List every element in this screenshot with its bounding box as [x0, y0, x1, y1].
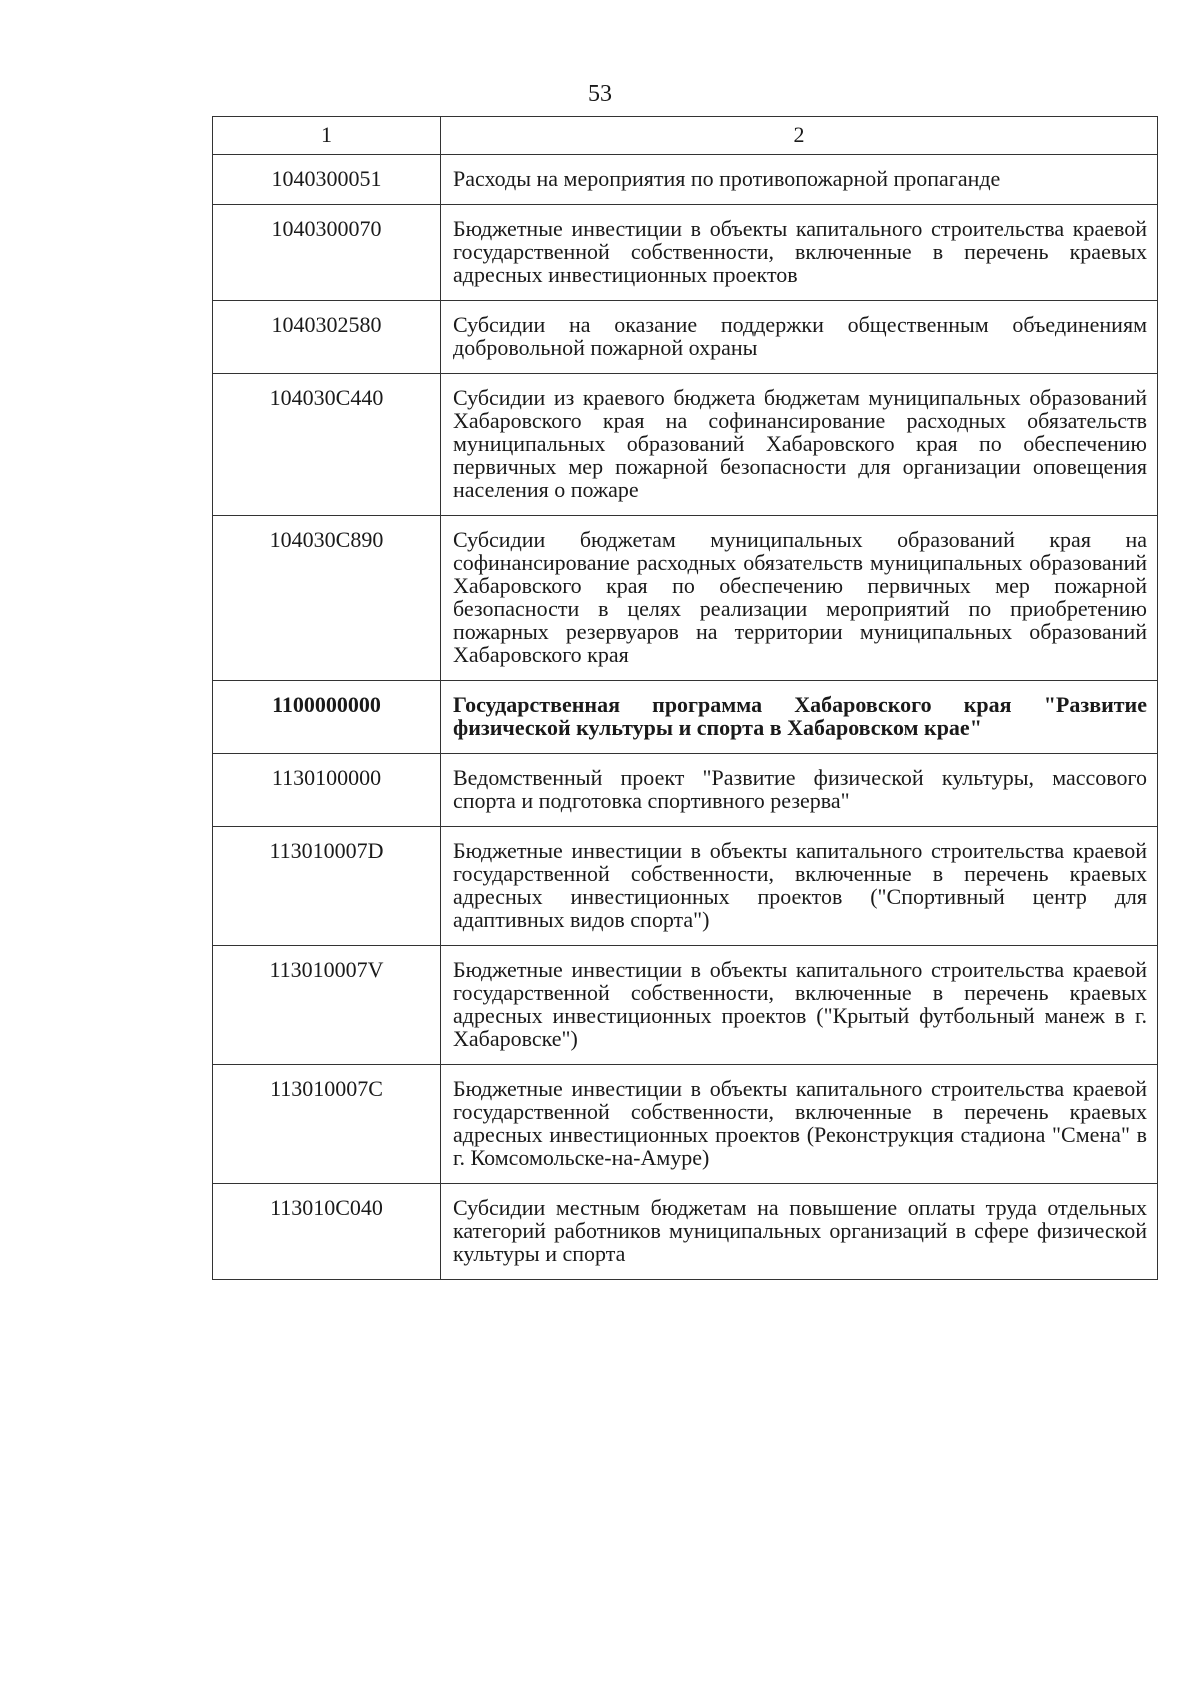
- row-code: 1130100000: [213, 754, 441, 827]
- table-row: [213, 301, 1158, 374]
- row-description: Субсидии на оказание поддержки общественным объединениям добровольной пожарной охраны: [441, 301, 1158, 374]
- table-header-row: [213, 117, 1158, 155]
- budget-codes-table: [212, 116, 1158, 1280]
- row-code: 113010С040: [213, 1184, 441, 1280]
- row-description: Субсидии из краевого бюджета бюджетам муниципальных образований Хабаровского края на софинансирование расходных обязательств муниципальных образований Хабаровского края по обеспечению первичных мер пожарной безопасности для организации оповещения населения о пожаре: [441, 374, 1158, 516]
- row-code: 1040300070: [213, 205, 441, 301]
- row-description: Государственная программа Хабаровского края "Развитие физической культуры и спорта в Хабаровском крае": [441, 681, 1158, 754]
- row-code: 1040302580: [213, 301, 441, 374]
- row-code: 104030С890: [213, 516, 441, 681]
- table-row: [213, 827, 1158, 946]
- row-code: 113010007V: [213, 946, 441, 1065]
- row-description: Ведомственный проект "Развитие физической культуры, массового спорта и подготовка спортивного резерва": [441, 754, 1158, 827]
- row-code: 104030С440: [213, 374, 441, 516]
- table-row: [213, 155, 1158, 205]
- row-description: Бюджетные инвестиции в объекты капитального строительства краевой государственной собственности, включенные в перечень краевых адресных инвестиционных проектов ("Спортивный центр для адаптивных видов спорта"): [441, 827, 1158, 946]
- table-row: [213, 1065, 1158, 1184]
- row-code: 1040300051: [213, 155, 441, 205]
- table-row-program: [213, 681, 1158, 754]
- table-row: [213, 754, 1158, 827]
- table-row: [213, 1184, 1158, 1280]
- row-code: 113010007С: [213, 1065, 441, 1184]
- row-description: Бюджетные инвестиции в объекты капитального строительства краевой государственной собственности, включенные в перечень краевых адресных инвестиционных проектов (Реконструкция стадиона "Смена" в г. Комсомольске-на-Амуре): [441, 1065, 1158, 1184]
- table-row: [213, 516, 1158, 681]
- column-header-code: 1: [213, 117, 441, 155]
- table-row: [213, 946, 1158, 1065]
- table-row: [213, 205, 1158, 301]
- row-description: Бюджетные инвестиции в объекты капитального строительства краевой государственной собственности, включенные в перечень краевых адресных инвестиционных проектов: [441, 205, 1158, 301]
- row-code: 1100000000: [213, 681, 441, 754]
- column-header-description: 2: [441, 117, 1158, 155]
- row-description: Субсидии местным бюджетам на повышение оплаты труда отдельных категорий работников муниципальных организаций в сфере физической культуры и спорта: [441, 1184, 1158, 1280]
- row-description: Бюджетные инвестиции в объекты капитального строительства краевой государственной собственности, включенные в перечень краевых адресных инвестиционных проектов ("Крытый футбольный манеж в г. Хабаровске"): [441, 946, 1158, 1065]
- row-description: Субсидии бюджетам муниципальных образований края на софинансирование расходных обязательств муниципальных образований Хабаровского края по обеспечению первичных мер пожарной безопасности в целях реализации мероприятий по приобретению пожарных резервуаров на территории муниципальных образований Хабаровского края: [441, 516, 1158, 681]
- row-description: Расходы на мероприятия по противопожарной пропаганде: [441, 155, 1158, 205]
- page-number: 53: [588, 81, 612, 107]
- row-code: 113010007D: [213, 827, 441, 946]
- table-row: [213, 374, 1158, 516]
